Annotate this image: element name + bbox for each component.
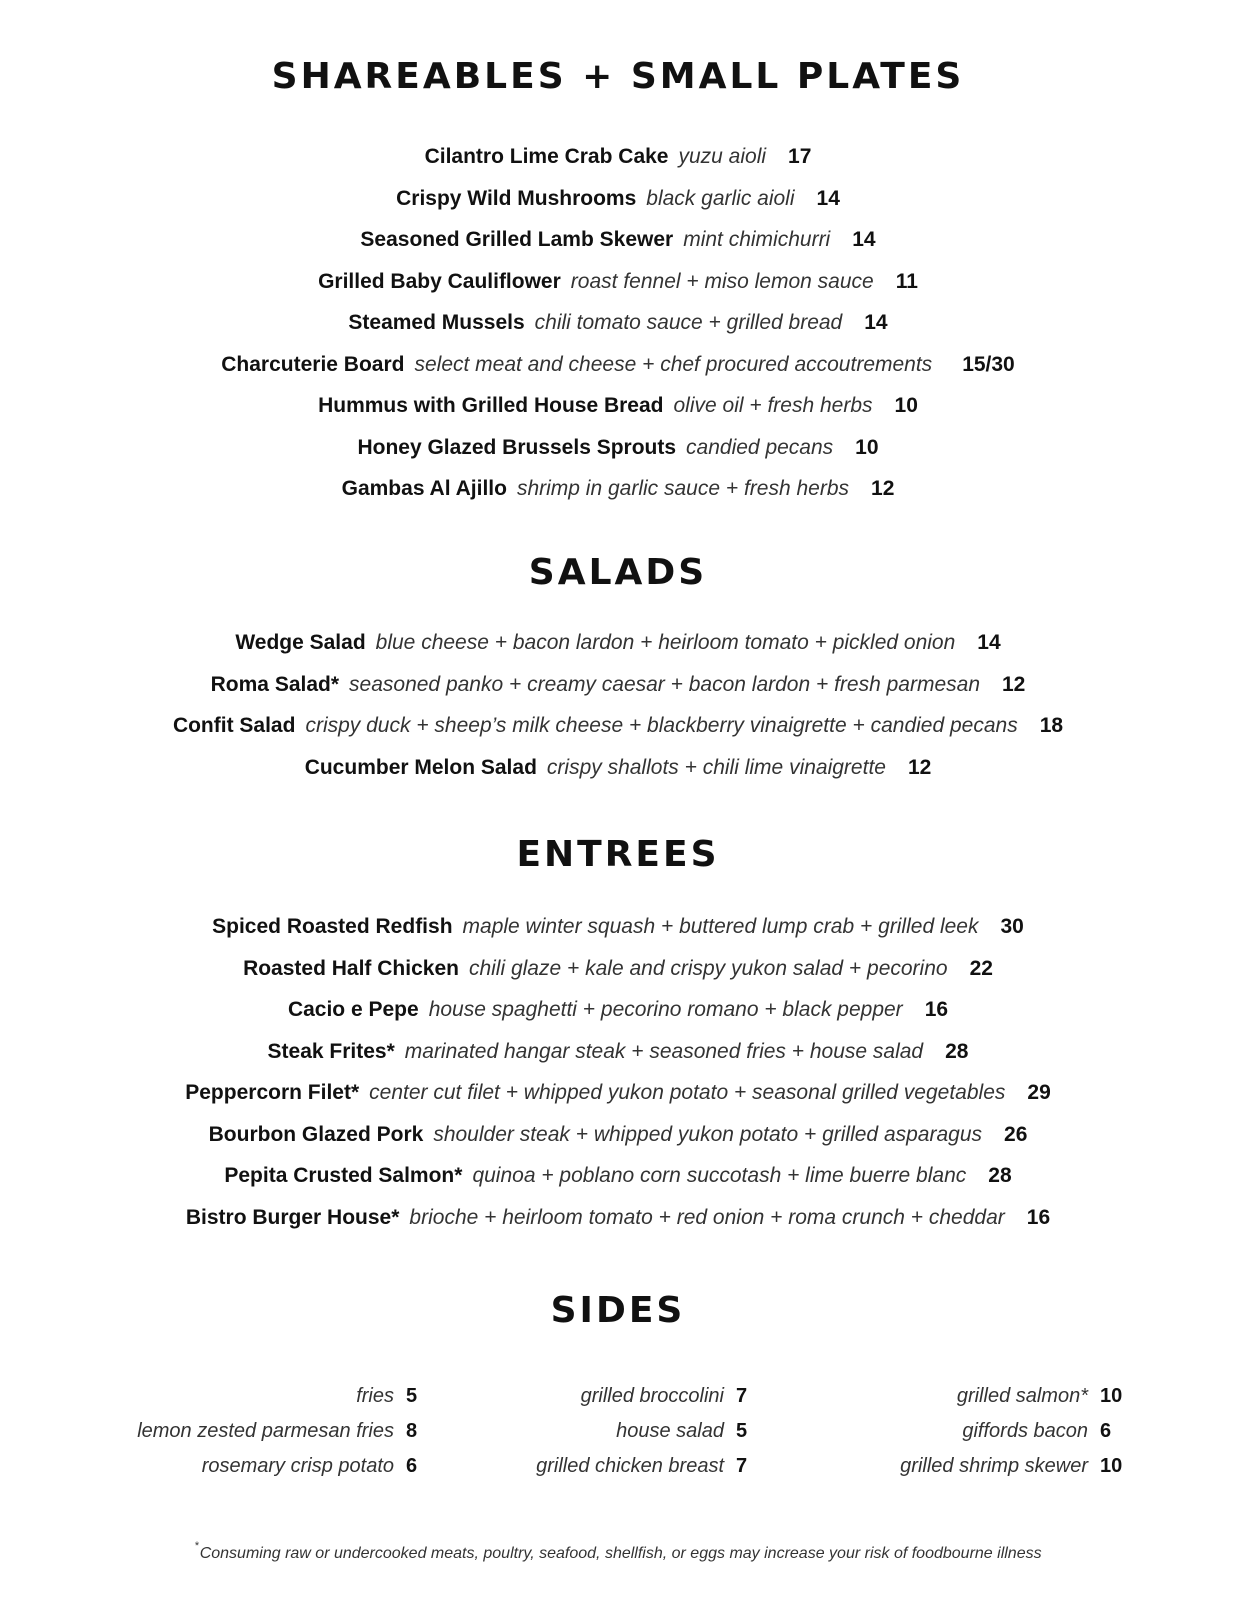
item-name: Roma Salad* [210,672,340,696]
side-price: 7 [736,1455,748,1477]
item-price: 12 [871,477,895,500]
menu-item [0,178,1236,220]
item-name: Cilantro Lime Crab Cake [424,145,669,168]
side-item [536,1414,766,1449]
side-item [536,1379,766,1414]
sides-list [0,1379,1236,1489]
item-name: Peppercorn Filet* [185,1081,360,1104]
item-price: 12 [1002,672,1026,696]
side-item [536,1449,766,1484]
menu-item [0,989,1236,1031]
item-price: 11 [895,269,918,293]
item-price: 26 [1004,1122,1028,1146]
item-name: Confit Salad [172,714,296,737]
item-name: Steak Frites* [267,1039,395,1063]
menu-item [0,468,1236,510]
menu-item [0,219,1236,261]
side-price: 5 [736,1420,748,1442]
menu-item [0,705,1236,747]
menu-item [0,1155,1236,1197]
footnote-asterisk: * [194,1540,199,1552]
menu-item [0,747,1236,789]
side-price: 10 [1100,1455,1123,1477]
item-price: 30 [1000,915,1024,938]
side-price: 7 [736,1385,748,1407]
sides-column-1 [137,1379,436,1484]
item-name: Charcuterie Board [221,352,405,376]
item-description: house spaghetti + pecorino romano + black pepper [428,998,903,1021]
menu-item [0,1114,1236,1156]
item-price: 14 [977,631,1001,654]
item-price: 28 [988,1164,1012,1187]
item-name: Gambas Al Ajillo [341,477,507,500]
menu-item [0,136,1236,178]
section-title-salads: SALADS [528,552,708,593]
side-name: grilled chicken breast [536,1455,724,1477]
item-description: olive oil + fresh herbs [673,394,873,417]
item-description: crispy shallots + chili lime vinaigrette [546,755,886,779]
item-description: marinated hangar steak + seasoned fries + house salad [404,1039,924,1063]
menu-item [0,664,1236,706]
menu-item [0,344,1236,386]
item-price: 22 [969,956,993,980]
item-description: shoulder steak + whipped yukon potato + grilled asparagus [433,1122,983,1146]
item-price: 10 [855,435,879,459]
side-name: grilled broccolini [580,1385,724,1407]
item-description: brioche + heirloom tomato + red onion + roma crunch + cheddar [409,1205,1005,1229]
item-description: candied pecans [686,435,834,459]
item-name: Honey Glazed Brussels Sprouts [357,435,677,459]
item-price: 14 [852,228,876,251]
item-price: 18 [1039,714,1064,737]
menu-item [0,385,1236,427]
side-name: fries [356,1385,394,1407]
item-description: chili tomato sauce + grilled bread [534,311,843,334]
salads-list [0,622,1236,788]
item-price: 14 [816,186,840,210]
menu-item [0,1197,1236,1239]
side-price: 8 [406,1420,418,1442]
item-price: 28 [945,1039,969,1063]
item-price: 16 [924,998,949,1021]
menu-item [0,1031,1236,1073]
item-name: Steamed Mussels [348,311,525,334]
shareables-list [0,136,1236,510]
item-description: select meat and cheese + chef procured accoutrements [414,352,933,376]
section-title-shareables: SHAREABLES + SMALL PLATES [271,56,965,97]
side-price: 5 [406,1385,418,1407]
item-name: Pepita Crusted Salmon* [224,1164,463,1187]
menu-item [0,302,1236,344]
item-name: Wedge Salad [235,631,366,654]
item-description: black garlic aioli [646,186,795,210]
item-price: 29 [1027,1081,1051,1104]
item-description: mint chimichurri [683,228,831,251]
side-name: giffords bacon [962,1420,1088,1442]
side-item [137,1379,436,1414]
footnote-text: Consuming raw or undercooked meats, poultry, seafood, shellfish, or eggs may increase your risk of foodbourne illness [199,1545,1042,1562]
item-description: crispy duck + sheep’s milk cheese + blackberry vinaigrette + candied pecans [305,714,1018,737]
item-name: Grilled Baby Cauliflower [318,269,561,293]
item-name: Seasoned Grilled Lamb Skewer [360,228,674,251]
side-name: lemon zested parmesan fries [137,1420,394,1442]
section-title-entrees: ENTREES [516,834,720,875]
item-price: 15/30 [962,352,1015,376]
item-description: shrimp in garlic sauce + fresh herbs [516,477,850,500]
item-price: 16 [1026,1205,1051,1229]
side-name: rosemary crisp potato [201,1455,394,1477]
item-name: Hummus with Grilled House Bread [318,394,664,417]
item-name: Cacio e Pepe [287,998,419,1021]
item-price: 12 [907,755,932,779]
item-price: 14 [864,311,888,334]
side-item [900,1379,1130,1414]
side-item [900,1414,1130,1449]
item-price: 10 [894,394,918,417]
side-item [900,1449,1130,1484]
item-name: Cucumber Melon Salad [304,755,537,779]
side-name: grilled salmon* [956,1385,1088,1407]
menu-item [0,622,1236,664]
item-name: Roasted Half Chicken [243,956,459,980]
side-price: 6 [1100,1420,1112,1442]
item-name: Bistro Burger House* [185,1205,400,1229]
item-description: roast fennel + miso lemon sauce [570,269,874,293]
item-description: blue cheese + bacon lardon + heirloom tomato + pickled onion [375,631,956,654]
menu-item [0,906,1236,948]
side-name: grilled shrimp skewer [900,1455,1088,1477]
item-price: 17 [788,145,812,168]
sides-column-3 [900,1379,1130,1484]
food-safety-footnote [0,1540,1236,1563]
side-item [137,1414,436,1449]
sides-column-2 [536,1379,766,1484]
item-description: chili glaze + kale and crispy yukon salad + pecorino [468,956,948,980]
menu-item [0,427,1236,469]
menu-item [0,1072,1236,1114]
item-description: quinoa + poblano corn succotash + lime buerre blanc [472,1164,967,1187]
side-name: house salad [616,1420,724,1442]
side-price: 10 [1100,1385,1123,1407]
entrees-list [0,906,1236,1238]
item-description: seasoned panko + creamy caesar + bacon lardon + fresh parmesan [349,672,980,696]
item-description: center cut filet + whipped yukon potato + seasonal grilled vegetables [369,1081,1006,1104]
menu-item [0,948,1236,990]
item-name: Spiced Roasted Redfish [212,915,453,938]
item-description: yuzu aioli [678,145,767,168]
item-description: maple winter squash + buttered lump crab + grilled leek [462,915,979,938]
menu-item [0,261,1236,303]
section-title-sides: SIDES [550,1290,686,1331]
side-price: 6 [406,1455,418,1477]
item-name: Bourbon Glazed Pork [208,1122,424,1146]
side-item [137,1449,436,1484]
item-name: Crispy Wild Mushrooms [396,186,637,210]
